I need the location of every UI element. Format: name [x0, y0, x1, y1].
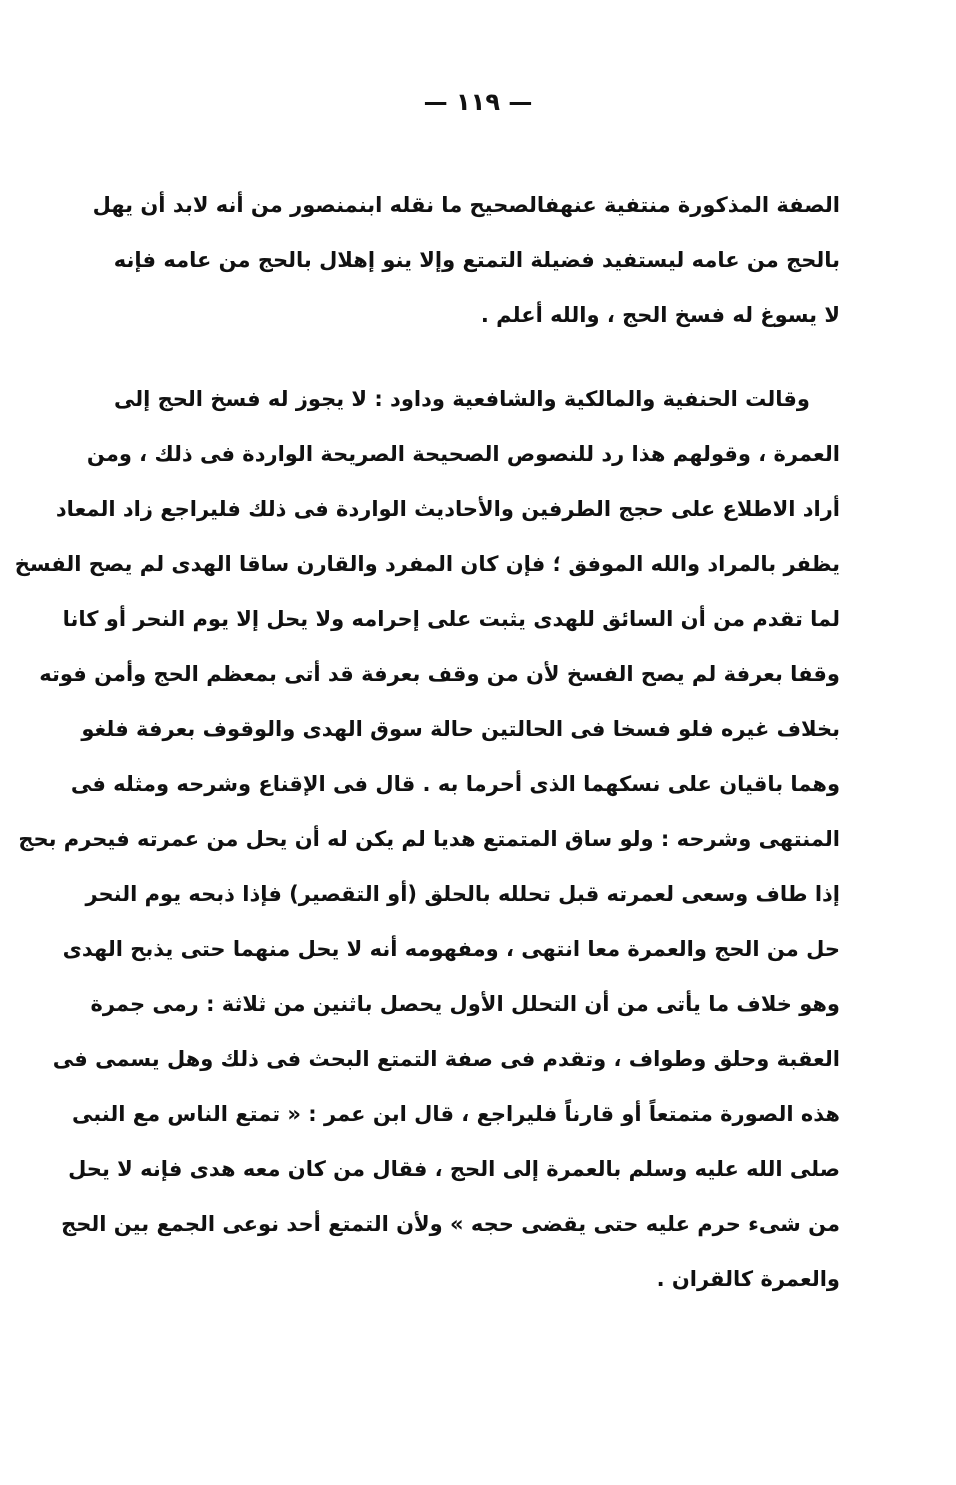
text-line: بخلاف غيره فلو فسخا فى الحالتين حالة سوق الهدى والوقوف بعرفة فلغو: [81, 717, 840, 741]
paragraph-2: [14, 372, 840, 1307]
text-line: حل من الحج والعمرة معا انتهى ، ومفهومه أنه لا يحل منهما حتى يذبح الهدى: [62, 937, 840, 961]
text-line: هذه الصورة متمتعاً أو قارناً فليراجع ، قال ابن عمر : « تمتع الناس مع النبى: [71, 1102, 840, 1126]
text-line: صلى الله عليه وسلم بالعمرة إلى الحج ، فقال من كان معه هدى فإنه لا يحل: [68, 1157, 840, 1181]
text-line: إذا طاف وسعى لعمرته قبل تحلله بالحلق (أو التقصير) فإذا ذبحه يوم النحر: [85, 882, 840, 906]
text-line: وقالت الحنفية والمالكية والشافعية وداود : لا يجوز له فسخ الحج إلى: [114, 387, 810, 411]
text-line: الصفة المذكورة منتفية عنهفالصحيح ما نقله ابنمنصور من أنه لابد أن يهل: [92, 193, 840, 217]
paragraph-1: [92, 178, 840, 343]
text-line: العمرة ، وقولهم هذا رد للنصوص الصحيحة الصريحة الواردة فى ذلك ، ومن: [86, 442, 840, 466]
text-line: وهما باقيان على نسكهما الذى أحرما به . قال فى الإقناع وشرحه ومثله فى: [70, 772, 840, 796]
text-line: العقبة وحلق وطواف ، وتقدم فى صفة التمتع البحث فى ذلك وهل يسمى فى: [52, 1047, 840, 1071]
text-line: وهو خلاف ما يأتى من أن التحلل الأول يحصل باثنين من ثلاثة : رمى جمرة: [90, 992, 840, 1016]
text-line: وقفا بعرفة لم يصح الفسخ لأن من وقف بعرفة قد أتى بمعظم الحج وأمن فوته: [39, 662, 840, 686]
text-line: يظفر بالمراد والله الموفق ؛ فإن كان المفرد والقارن ساقا الهدى لم يصح الفسخ: [14, 552, 840, 576]
text-line: المنتهى وشرحه : ولو ساق المتمتع هديا لم يكن له أن يحل من عمرته فيحرم بحج: [18, 827, 840, 851]
text-line: من شىء حرم عليه حتى يقضى حجه » ولأن التمتع أحد نوعى الجمع بين الحج: [61, 1212, 840, 1236]
text-line: لا يسوغ له فسخ الحج ، والله أعلم .: [480, 303, 840, 327]
text-line: بالحج من عامه ليستفيد فضيلة التمتع وإلا ينو إهلال بالحج من عامه فإنه: [113, 248, 840, 272]
text-line: أراد الاطلاع على حجج الطرفين والأحاديث الواردة فى ذلك فليراجع زاد المعاد: [55, 497, 840, 521]
text-line: والعمرة كالقران .: [656, 1267, 840, 1291]
page-number: — ١١٩ —: [423, 88, 533, 116]
text-line: لما تقدم من أن السائق للهدى يثبت على إحرامه ولا يحل إلا يوم النحر أو كانا: [62, 607, 840, 631]
